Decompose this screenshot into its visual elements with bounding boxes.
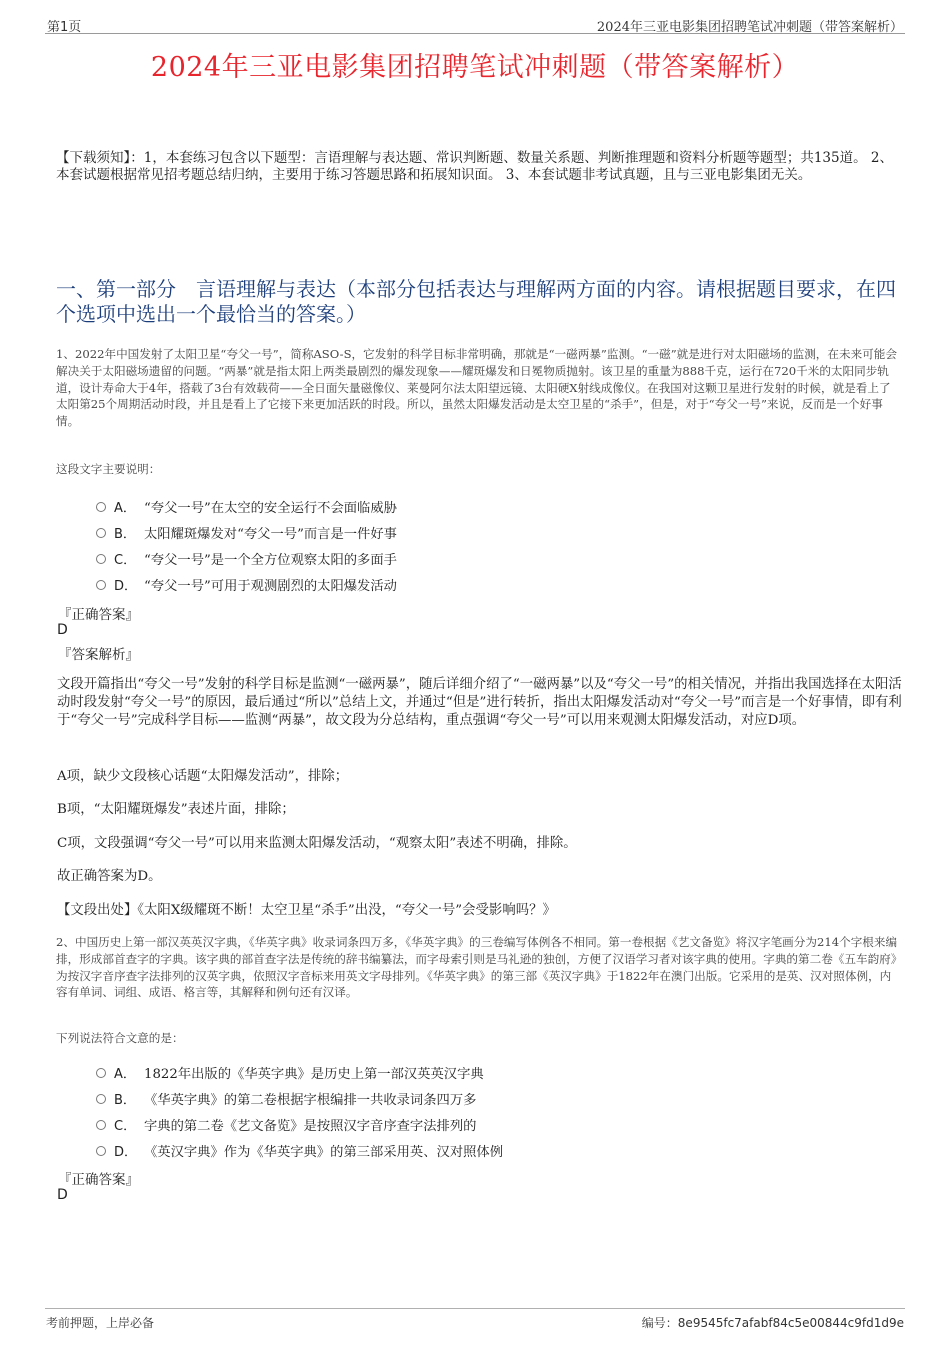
footer-code-label: 编号： [641, 1316, 678, 1330]
question-1-answer: D [57, 622, 68, 638]
question-2-answer: D [57, 1187, 68, 1203]
radio-icon[interactable] [96, 554, 106, 564]
question-1-answer-label: 『正确答案』 [58, 607, 139, 623]
question-2-answer-label: 『正确答案』 [58, 1172, 139, 1188]
question-2-prompt: 下列说法符合文意的是： [56, 1031, 184, 1045]
question-1-option-d[interactable]: D． “夸父一号”可用于观测剧烈的太阳爆发活动 [96, 575, 397, 594]
question-2-passage: 2、中国历史上第一部汉英英汉字典，《华英字典》收录词条四万多，《华英字典》的三卷编写体例各不相同。第一卷根据《艺文备览》将汉字笔画分为214个字根来编排，形成部首查字的字典。该字典的部首查字法是传统的辞书编纂法，而字母索引则是马礼逊的独创，方便了汉语学习者对该字典的使用。字典的第二卷《五车韵府》为按汉字音序查字法排列的汉英字典，依照汉字音标来用英文字母排列。《华英字典》的第三部《英汉字典》于1822年在澳门出版。它采用的是英、汉对照体例，内容有单词、词组、成语、格言等，其解释和例句还有汉译。 [56, 935, 898, 1000]
radio-icon[interactable] [96, 1094, 106, 1104]
question-1-elimination-b: B项，“太阳耀斑爆发”表述片面，排除； [57, 802, 295, 817]
footer-code [642, 1314, 904, 1331]
question-1-option-c[interactable]: C． “夸父一号”是一个全方位观察太阳的多面手 [96, 549, 397, 568]
question-1-analysis: 文段开篇指出“夸父一号”发射的科学目标是监测“一磁两暴”，随后详细介绍了“一磁两暴”以及“夸父一号”的相关情况，并指出我国选择在太阳活动时段发射“夸父一号”的原因，最后通过“所以”总结上文，并通过“但是”进行转折，指出太阳爆发活动对“夸父一号”而言是一个好事情，即有利于“夸父一号”完成科学目标——监测“两暴”，故文段为分总结构，重点强调“夸父一号”可以用来观测太阳爆发活动，对应D项。 [57, 677, 902, 728]
question-2-option-d[interactable]: D． 《英汉字典》作为《华英字典》的第三部采用英、汉对照体例 [96, 1141, 503, 1160]
question-2-option-a[interactable]: A． 1822年出版的《华英字典》是历史上第一部汉英英汉字典 [96, 1063, 484, 1082]
question-1-elimination-c: C项，文段强调“夸父一号”可以用来监测太阳爆发活动，“观察太阳”表述不明确，排除。 [57, 836, 577, 851]
question-1-analysis-label: 『答案解析』 [58, 647, 139, 663]
question-1-elimination-a: A项，缺少文段核心话题“太阳爆发活动”，排除； [57, 769, 349, 784]
question-1-option-b[interactable]: B． 太阳耀斑爆发对“夸父一号”而言是一件好事 [96, 523, 397, 542]
question-2-option-b[interactable]: B． 《华英字典》的第二卷根据字根编排一共收录词条四万多 [96, 1089, 476, 1108]
question-1-conclusion: 故正确答案为D。 [57, 869, 162, 884]
header-divider [45, 33, 905, 34]
footer-slogan: 考前押题，上岸必备 [46, 1316, 155, 1330]
radio-icon[interactable] [96, 528, 106, 538]
question-1-prompt: 这段文字主要说明： [56, 462, 161, 476]
document-title: 2024年三亚电影集团招聘笔试冲刺题（带答案解析） [150, 52, 800, 83]
question-2-option-c[interactable]: C． 字典的第二卷《艺文备览》是按照汉字音序查字法排列的 [96, 1115, 476, 1134]
radio-icon[interactable] [96, 1146, 106, 1156]
question-1-source: 【文段出处】《太阳X级耀斑不断！太空卫星“杀手”出没，“夸父一号”会受影响吗？》 [57, 903, 556, 918]
page-number: 第1页 [47, 20, 82, 35]
question-1-passage: 1、2022年中国发射了太阳卫星“夸父一号”，简称ASO-S，它发射的科学目标非常明确，那就是“一磁两暴”监测。“一磁”就是进行对太阳磁场的监测，在未来可能会解决关于太阳磁场遗留的问题。“两暴”就是指太阳上两类最剧烈的爆发现象——耀斑爆发和日冕物质抛射。该卫星的重量为888千克，运行在720千米的太阳同步轨道，设计寿命大于4年，搭载了3台有效载荷——全日面矢量磁像仪、莱曼阿尔法太阳望远镜、太阳硬X射线成像仪。在我国对这颗卫星进行发射的时候，就是看上了太阳第25个周期活动时段，并且是看上了它接下来更加活跃的时段。所以，虽然太阳爆发活动是太空卫星的“杀手”，但是，对于“夸父一号”来说，反而是一个好事情。 [56, 347, 897, 429]
section-title: 一、第一部分 言语理解与表达（本部分包括表达与理解两方面的内容。请根据题目要求，在四个选项中选出一个最恰当的答案。） [56, 277, 896, 326]
footer-divider [45, 1308, 905, 1309]
radio-icon[interactable] [96, 1068, 106, 1078]
radio-icon[interactable] [96, 1120, 106, 1130]
question-1-option-a[interactable]: A． “夸父一号”在太空的安全运行不会面临威胁 [96, 497, 397, 516]
header-doc-name: 2024年三亚电影集团招聘笔试冲刺题（带答案解析） [596, 20, 903, 35]
radio-icon[interactable] [96, 502, 106, 512]
footer-code-value: 8e9545fc7afabf84c5e00844c9fd1d9e [677, 1316, 904, 1330]
download-notice: 【下载须知】：1，本套练习包含以下题型：言语理解与表达题、常识判断题、数量关系题、判断推理题和资料分析题等题型；共135道。 2、本套试题根据常见招考题总结归纳，主要用于练习答题思路和拓展知识面。 3、本套试题非考试真题，且与三亚电影集团无关。 [56, 150, 893, 183]
radio-icon[interactable] [96, 580, 106, 590]
